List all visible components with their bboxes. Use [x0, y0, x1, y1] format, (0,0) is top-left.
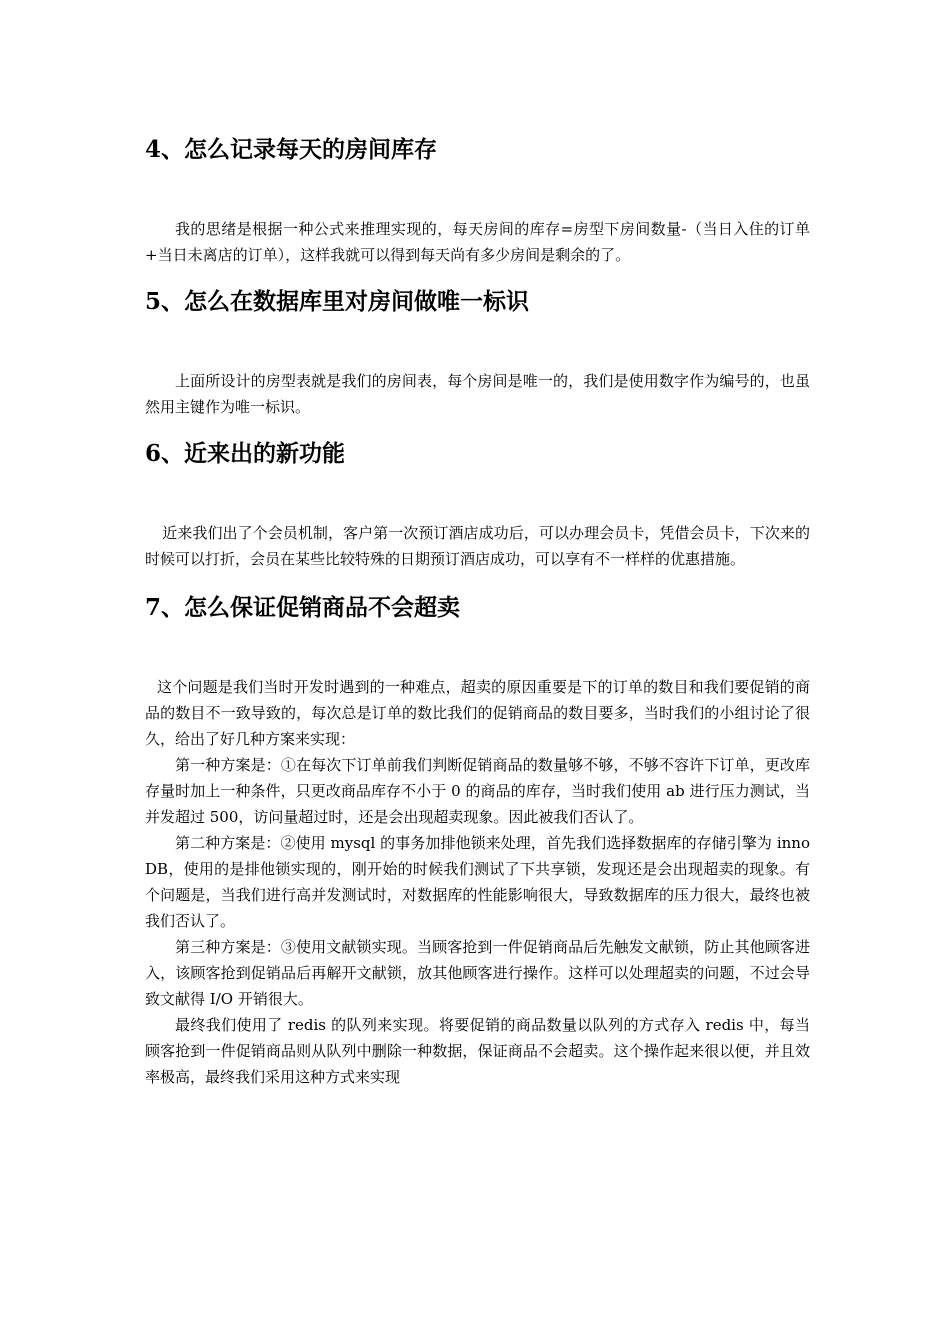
paragraph: 我的思绪是根据一种公式来推理实现的，每天房间的库存=房型下房间数量-（当日入住的订单+当日未离店的订单），这样我就可以得到每天尚有多少房间是剩余的了。 [145, 220, 810, 264]
paragraph: 上面所设计的房型表就是我们的房间表，每个房间是唯一的，我们是使用数字作为编号的，也虽然用主键作为唯一标识。 [145, 372, 810, 416]
document-body [145, 130, 810, 1090]
paragraph: 第一种方案是：①在每次下订单前我们判断促销商品的数量够不够，不够不容许下订单，更改库存量时加上一种条件，只更改商品库存不小于 0 的商品的库存，当时我们使用 ab 进行压力测试，当并发超过 500，访问量超过时，还是会出现超卖现象。因此被我们否认了。 [145, 756, 810, 826]
paragraph: 这个问题是我们当时开发时遇到的一种难点，超卖的原因重要是下的订单的数目和我们要促销的商品的数目不一致导致的，每次总是订单的数比我们的促销商品的数目要多，当时我们的小组讨论了很久，给出了好几种方案来实现： [145, 678, 810, 748]
section-heading-4: 4、怎么记录每天的房间库存 [145, 136, 438, 163]
paragraph: 第二种方案是：②使用 mysql 的事务加排他锁来处理，首先我们选择数据库的存储引擎为 innoDB，使用的是排他锁实现的，刚开始的时候我们测试了下共享锁，发现还是会出现超卖的现象。有个问题是，当我们进行高并发测试时，对数据库的性能影响很大，导致数据库的压力很大，最终也被我们否认了。 [145, 834, 810, 930]
section-heading-5: 5、怎么在数据库里对房间做唯一标识 [145, 288, 530, 315]
section-heading-7: 7、怎么保证促销商品不会超卖 [145, 594, 461, 621]
paragraph: 近来我们出了个会员机制，客户第一次预订酒店成功后，可以办理会员卡，凭借会员卡，下次来的时候可以打折，会员在某些比较特殊的日期预订酒店成功，可以享有不一样样的优惠措施。 [145, 524, 810, 568]
section-heading-6: 6、近来出的新功能 [145, 440, 346, 467]
paragraph: 最终我们使用了 redis 的队列来实现。将要促销的商品数量以队列的方式存入 redis 中，每当顾客抢到一件促销商品则从队列中删除一种数据，保证商品不会超卖。这个操作起来很以便，并且效率极高，最终我们采用这种方式来实现 [145, 1016, 810, 1086]
paragraph: 第三种方案是：③使用文献锁实现。当顾客抢到一件促销商品后先触发文献锁，防止其他顾客进入，该顾客抢到促销品后再解开文献锁，放其他顾客进行操作。这样可以处理超卖的问题，不过会导致文献得 I/O 开销很大。 [145, 938, 810, 1008]
